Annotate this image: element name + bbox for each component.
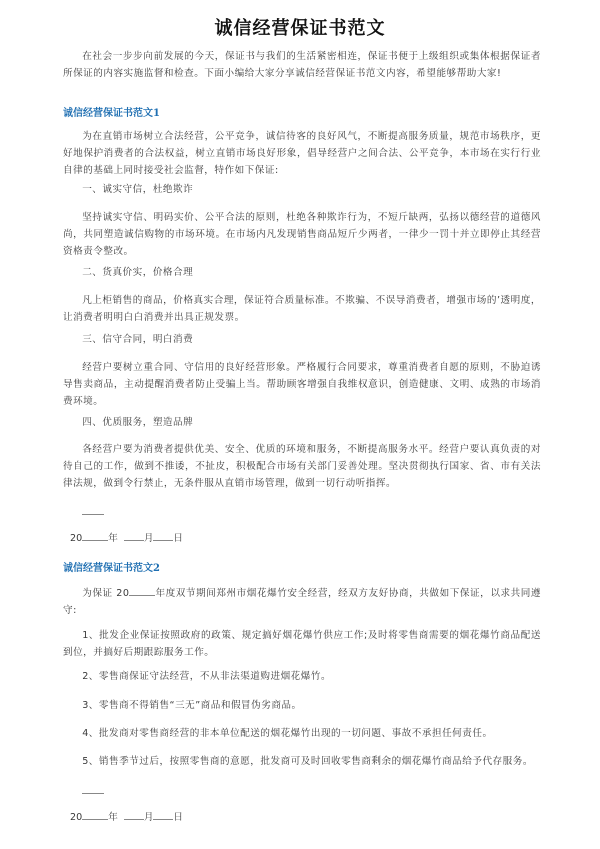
signature-line <box>82 793 104 794</box>
section2-item-5: 5、销售季节过后，按照零售商的意愿，批发商可及时回收零售商剩余的烟花爆竹商品给予代存服务。 <box>82 756 533 767</box>
date-year-blank <box>82 810 108 820</box>
date-month-blank <box>124 810 144 820</box>
date-month-label: 月 <box>143 812 154 823</box>
date-day-blank <box>153 531 173 541</box>
section2-item-2: 2、零售商保证守法经营，不从非法渠道购进烟花爆竹。 <box>82 671 332 682</box>
section2-item-4: 4、批发商对零售商经营的非本单位配送的烟花爆竹出现的一切问题、事故不承担任何责任。 <box>82 728 493 739</box>
date-day-label: 日 <box>173 812 183 823</box>
section1-paragraph-5: 各经营户要为消费者提供优美、安全、优质的环境和服务，不断提高服务水平。经营户要认真负责的对待自己的工作，做到不推诿，不扯皮，积极配合市场有关部门妥善处理。坚决贯彻执行国家、省、市有关法律法规，做到令行禁止，无条件服从直销市场管理，做到一切行动听指挥。 <box>63 444 541 489</box>
section1-subheading-1: 一、诚实守信，杜绝欺诈 <box>82 184 194 195</box>
section1-subheading-4: 四、优质服务，塑造品牌 <box>82 417 194 428</box>
section2-item-1: 1、批发企业保证按照政府的政策、规定搞好烟花爆竹供应工作;及时将零售商需要的烟花爆竹商品配送到位，并搞好后期跟踪服务工作。 <box>63 630 541 658</box>
section1-subheading-2: 二、货真价实，价格合理 <box>82 267 194 278</box>
section1-paragraph-4: 经营户要树立重合同、守信用的良好经营形象。严格履行合同要求，尊重消费者自愿的原则，不胁迫诱导售卖商品，主动提醒消费者防止受骗上当。帮助顾客增强自我维权意识，创造健康、文明、成熟的市场消费环境。 <box>63 362 541 407</box>
section2-heading: 诚信经营保证书范文2 <box>63 563 160 574</box>
section1-subheading-3: 三、信守合同，明白消费 <box>82 334 194 345</box>
section2-date <box>70 809 183 823</box>
date-month-blank <box>124 531 144 541</box>
section2-p1-rest: 年度双节期间郑州市烟花爆竹安全经营，经双方友好协商，共做如下保证，以求共同遵守: <box>63 588 541 616</box>
date-month-label: 月 <box>143 533 154 544</box>
date-year-prefix: 20 <box>70 812 83 823</box>
date-year-prefix: 20 <box>70 533 83 544</box>
date-day-blank <box>153 810 173 820</box>
section1-heading: 诚信经营保证书范文1 <box>63 108 160 119</box>
year-blank <box>129 586 155 596</box>
date-year-blank <box>82 531 108 541</box>
page-title: 诚信经营保证书范文 <box>214 18 386 39</box>
section1-paragraph-3: 凡上柜销售的商品，价格真实合理，保证符合质量标准。不欺骗、不误导消费者，增强市场的’透明度，让消费者明明白白消费并出具正规发票。 <box>63 295 541 323</box>
intro-paragraph: 在社会一步步向前发展的今天，保证书与我们的生活紧密相连，保证书便于上级组织或集体根据保证者所保证的内容实施监督和检查。下面小编给大家分享诚信经营保证书范文内容，希望能够帮助大家! <box>63 51 541 79</box>
section2-item-3: 3、零售商不得销售“三无”商品和假冒伪劣商品。 <box>82 700 302 711</box>
section1-paragraph-1: 为在直销市场树立合法经营，公平竞争，诚信待客的良好风气，不断提高服务质量，规范市场秩序，更好地保护消费者的合法权益，树立直销市场良好形象，倡导经营户之间合法、公平竞争，本市场在实行行业自律的基础上同时接受社会监督，特作如下保证: <box>63 131 541 176</box>
date-year-label: 年 <box>108 533 118 544</box>
date-year-label: 年 <box>108 812 118 823</box>
signature-line <box>82 514 104 515</box>
section2-paragraph-1 <box>63 585 541 619</box>
section1-date <box>70 530 183 544</box>
date-day-label: 日 <box>173 533 183 544</box>
section2-p1-start: 为保证 20 <box>82 588 130 599</box>
section1-paragraph-2: 坚持诚实守信、明码实价、公平合法的原则，杜绝各种欺诈行为，不短斤缺两，弘扬以德经营的道德风尚，共同塑造诚信购物的市场环境。在市场内凡发现销售商品短斤少两者，一律少一罚十并立即停止其经营资格责令整改。 <box>63 212 541 257</box>
